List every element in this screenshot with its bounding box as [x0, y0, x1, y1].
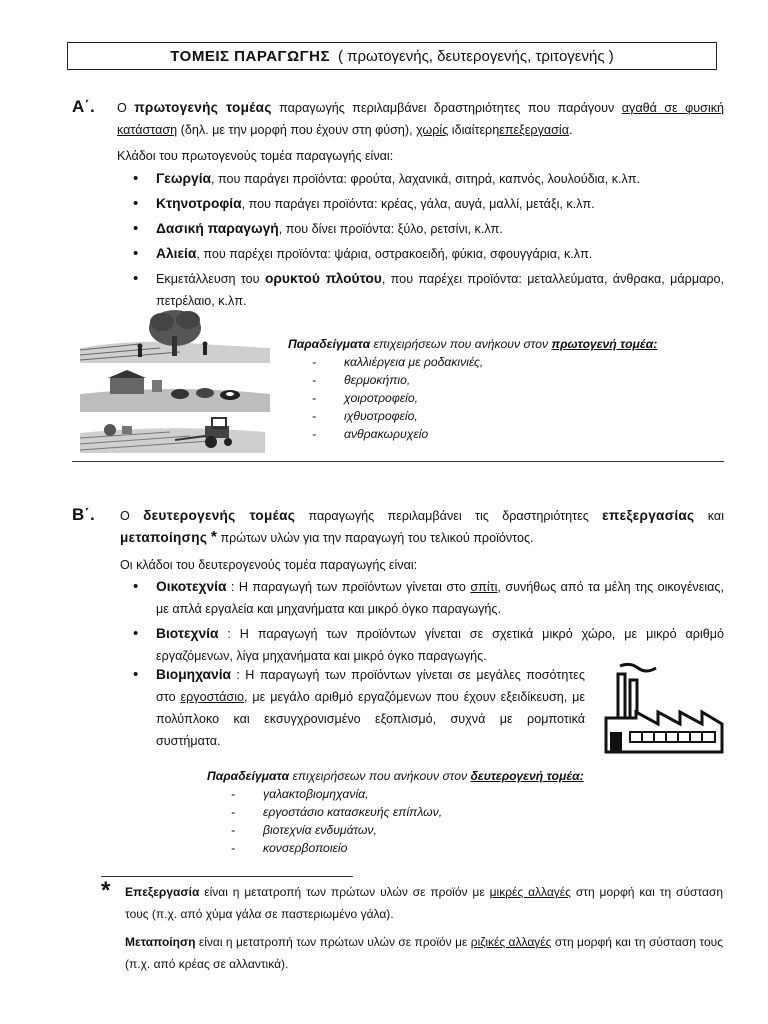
text: , που παράγει προϊόντα: κρέας, γάλα, αυγά, μαλλί, μετάξι, κ.λπ.	[241, 197, 595, 211]
text: : Η παραγωγή των προϊόντων γίνεται σε σχετικά μικρό χώρο, με μικρό αριθμό εργαζόμενων, λίγα μηχανήματα και μικρό όγκο παραγωγής.	[156, 627, 724, 663]
footnote-divider	[101, 876, 353, 877]
keyword: Βιομηχανία	[156, 667, 232, 682]
title-main: ΤΟΜΕΙΣ ΠΑΡΑΓΩΓΗΣ	[170, 47, 330, 65]
text: ιχθυοτροφείο,	[344, 409, 418, 423]
text: είναι η μετατροπή των πρώτων υλών σε προϊόν με	[204, 885, 485, 899]
list-item: - ανθρακωρυχείο	[312, 427, 429, 441]
list-item	[131, 168, 724, 190]
keyword: επεξεργασίας	[602, 508, 695, 523]
underlined-text: χωρίς	[416, 123, 449, 137]
text: Ο	[120, 509, 130, 523]
text: .	[569, 123, 573, 137]
text: , που παρέχει προϊόντα: ψάρια, οστρακοειδή, φύκια, σφουγγάρια, κ.λπ.	[196, 247, 593, 261]
title-subtitle: ( πρωτογενής, δευτερογενής, τριτογενής )	[337, 47, 614, 65]
text: στη μορφή και τη σύσταση τους (π.χ. από κρέας σε αλλαντικά).	[125, 935, 723, 971]
text: Παραδείγματα	[288, 337, 371, 351]
section-divider	[72, 461, 724, 462]
text: : Η παραγωγή των προϊόντων γίνεται στο	[230, 580, 466, 594]
text: : Η παραγωγή των προϊόντων γίνεται σε μεγάλες ποσότητες στο	[156, 668, 585, 704]
keyword: Δασική παραγωγή	[156, 221, 279, 236]
section-b-bullets-2	[131, 664, 585, 755]
text: χοιροτροφείο,	[344, 391, 419, 405]
list-item: - κονσερβοποιείο	[231, 841, 348, 855]
text: Παραδείγματα	[207, 769, 290, 783]
keyword: πρωτογενής τομέας	[134, 100, 272, 115]
text: επιχειρήσεων που ανήκουν στον	[292, 769, 468, 783]
examples-heading	[288, 335, 728, 353]
list-item: - εργοστάσιο κατασκευής επίπλων,	[231, 805, 443, 819]
underlined-text: μικρές αλλαγές	[489, 885, 571, 899]
list-item: - καλλιέργεια με ροδακινιές,	[312, 355, 484, 369]
text: εργοστάσιο κατασκευής επίπλων,	[263, 805, 443, 819]
text: δευτερογενή τομέα:	[470, 769, 584, 783]
section-a-letter: Α΄.	[72, 97, 95, 116]
keyword: μεταποίησης	[120, 530, 208, 545]
text: στη μορφή και τη σύσταση τους (π.χ. από χύμα γάλα σε παστεριωμένο γάλα).	[125, 885, 723, 921]
list-item	[131, 218, 724, 240]
section-b-intro	[120, 505, 724, 549]
keyword: δευτερογενής τομέας	[143, 508, 296, 523]
section-b-examples	[207, 767, 717, 857]
text: , που παρέχει προϊόντα: μεταλλεύματα, άνθρακα, μάρμαρο, πετρέλαιο, κ.λπ.	[156, 272, 725, 308]
footnote-star: *	[210, 529, 217, 546]
list-item: - θερμοκήπιο,	[312, 373, 411, 387]
section-b-paragraph	[120, 505, 724, 549]
text: , με μεγάλο αριθμό εργαζόμενων που έχουν εξειδίκευση, με πολύπλοκο και εκσυγχρονισμένο εξοπλισμό, συχνά με ρομποτικά συστήματα.	[156, 690, 586, 748]
text: (δηλ. με την μορφή που έχουν στη φύση),	[180, 123, 413, 137]
footnote-star: *	[101, 877, 111, 904]
keyword: Μεταποίηση	[125, 935, 196, 949]
section-a-intro	[117, 97, 724, 167]
underlined-text: εργοστάσιο	[180, 690, 245, 704]
section-b-branches-intro: Οι κλάδοι του δευτερογενούς τομέα παραγωγής είναι:	[120, 558, 418, 572]
list-item: - γαλακτοβιομηχανία,	[231, 787, 369, 801]
underlined-text: επεξεργασία	[499, 123, 569, 137]
text: , που παράγει προϊόντα: φρούτα, λαχανικά, σιτηρά, καπνός, λουλούδια, κ.λπ.	[211, 172, 640, 186]
text: Ο	[117, 101, 127, 115]
section-a-paragraph	[117, 97, 724, 141]
list-item: - βιοτεχνία ενδυμάτων,	[231, 823, 377, 837]
list-item: - χοιροτροφείο,	[312, 391, 419, 405]
text: Εκμετάλλευση του	[156, 272, 260, 286]
text: παραγωγής περιλαμβάνει τις δραστηριότητες	[308, 509, 589, 523]
text: θερμοκήπιο,	[344, 373, 411, 387]
list-item	[131, 576, 724, 620]
underlined-text: ριζικές αλλαγές	[470, 935, 552, 949]
page-title	[67, 42, 717, 70]
list-item	[131, 193, 724, 215]
keyword: Κτηνοτροφία	[156, 196, 242, 211]
text: , που δίνει προϊόντα: ξύλο, ρετσίνι, κ.λπ.	[278, 222, 503, 236]
section-a-bullets	[131, 168, 724, 315]
keyword: Οικοτεχνία	[156, 579, 227, 594]
footnote-manufacturing	[125, 931, 723, 975]
list-item	[131, 664, 585, 752]
list-item	[131, 623, 724, 667]
keyword: ορυκτού πλούτου	[264, 271, 382, 286]
text: παραγωγής περιλαμβάνει δραστηριότητες που παράγουν	[279, 101, 615, 115]
farm-illustration	[80, 308, 275, 458]
examples-heading	[207, 767, 717, 785]
text: είναι η μετατροπή των πρώτων υλών σε προϊόν με	[198, 935, 468, 949]
footnote	[125, 881, 723, 975]
text: , συνήθως από τα μέλη της οικογένειας, με απλά εργαλεία και μηχανήματα και μικρό όγκο παραγωγής.	[156, 580, 724, 616]
keyword: Αλιεία	[156, 246, 197, 261]
text: κονσερβοποιείο	[263, 841, 348, 855]
factory-icon	[600, 662, 724, 754]
section-b-letter: Β΄.	[72, 505, 95, 524]
section-a-examples	[288, 335, 728, 443]
text: ιδιαίτερη	[451, 123, 500, 137]
section-a-branches-intro: Κλάδοι του πρωτογενούς τομέα παραγωγής είναι:	[117, 149, 394, 163]
text: βιοτεχνία ενδυμάτων,	[263, 823, 377, 837]
keyword: Επεξεργασία	[125, 885, 200, 899]
text: ανθρακωρυχείο	[344, 427, 429, 441]
footnote-processing	[125, 881, 723, 925]
text: επιχειρήσεων που ανήκουν στον	[373, 337, 549, 351]
keyword: Γεωργία	[156, 171, 212, 186]
list-item	[131, 243, 724, 265]
keyword: Βιοτεχνία	[156, 626, 219, 641]
section-b-bullets-1	[131, 576, 724, 670]
text: πρωτογενή τομέα:	[551, 337, 658, 351]
text: γαλακτοβιομηχανία,	[263, 787, 369, 801]
list-item	[131, 268, 724, 312]
underlined-text: σπίτι	[470, 580, 498, 594]
list-item: - ιχθυοτροφείο,	[312, 409, 418, 423]
text: καλλιέργεια με ροδακινιές,	[344, 355, 484, 369]
text: και	[707, 509, 724, 523]
text: πρώτων υλών για την παραγωγή του τελικού προϊόντος.	[220, 531, 534, 545]
underlined-text: αγαθά σε φυσική κατάσταση	[117, 101, 725, 137]
